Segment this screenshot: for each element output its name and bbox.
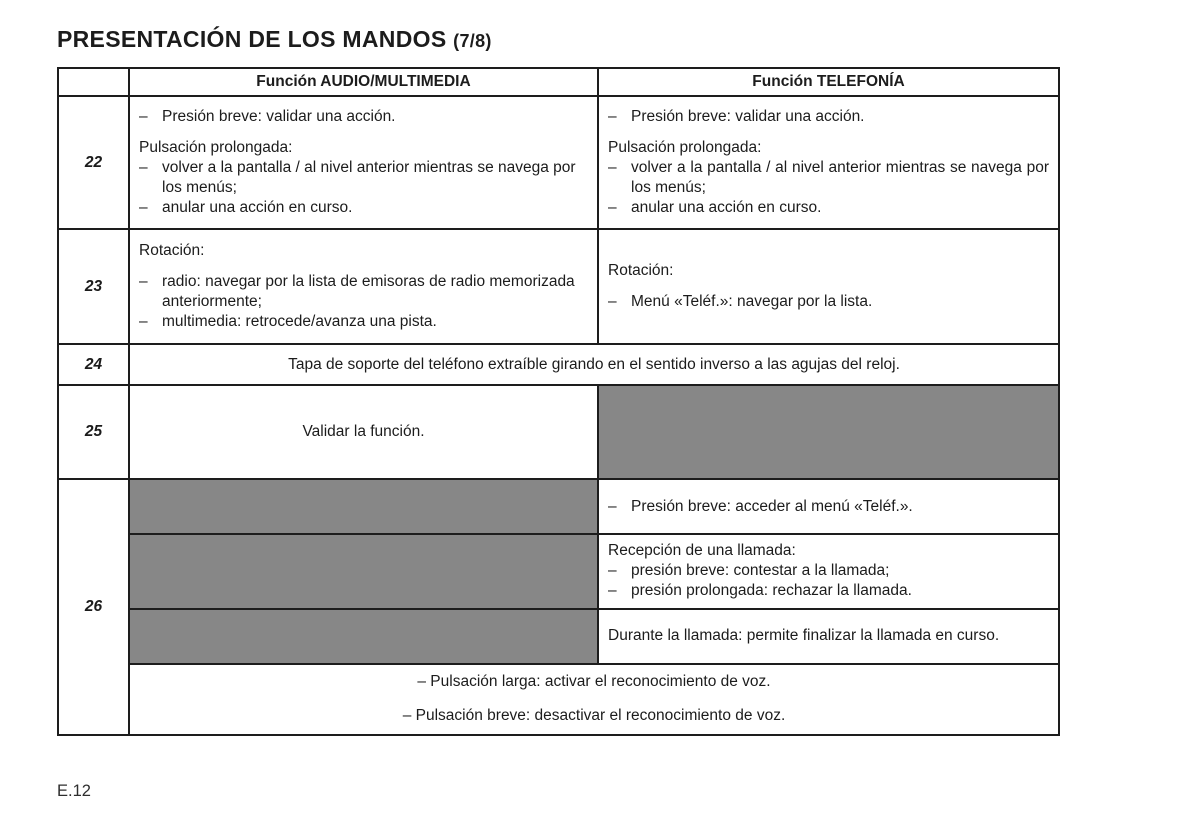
table-row-24 bbox=[58, 344, 1059, 385]
bullet-dash: – bbox=[608, 107, 617, 125]
bullet-text: multimedia: retrocede/avanza una pista. bbox=[162, 313, 437, 331]
bullet-dash: – bbox=[608, 582, 617, 600]
row-26-audio-cell-disabled-2 bbox=[129, 534, 598, 608]
text-block bbox=[139, 138, 588, 219]
row-25-phone-cell-disabled bbox=[598, 385, 1059, 479]
text-block bbox=[608, 497, 1049, 517]
table-row-22 bbox=[58, 96, 1059, 229]
text-block bbox=[139, 241, 588, 261]
table-row-25 bbox=[58, 385, 1059, 479]
row-24-number: 24 bbox=[58, 344, 129, 385]
bullet-dash: – bbox=[139, 159, 148, 177]
block-lead-text: Pulsación prolongada: bbox=[139, 138, 293, 156]
table-row-23 bbox=[58, 229, 1059, 344]
text-block bbox=[608, 541, 1049, 601]
header-cell-empty bbox=[58, 68, 129, 96]
bullet-item bbox=[608, 107, 1049, 127]
bullet-item bbox=[608, 581, 1049, 601]
bullet-dash: – bbox=[608, 497, 617, 515]
row-26-audio-cell-disabled-1 bbox=[129, 479, 598, 534]
row-26-number: 26 bbox=[58, 479, 129, 734]
centered-text-line: – Pulsación breve: desactivar el reconocimiento de voz. bbox=[402, 706, 786, 724]
bullet-item bbox=[139, 107, 588, 127]
text-block bbox=[608, 292, 1049, 312]
bullet-text: Presión breve: acceder al menú «Teléf.». bbox=[631, 497, 913, 515]
row-22-phone-cell bbox=[598, 96, 1059, 229]
header-cell-audio-multimedia: Función AUDIO/MULTIMEDIA bbox=[129, 68, 598, 96]
bullet-dash: – bbox=[139, 107, 148, 125]
table-row-26-sub3 bbox=[58, 609, 1059, 664]
bullet-text: Presión breve: validar una acción. bbox=[631, 107, 865, 125]
block-lead-text: Rotación: bbox=[608, 262, 674, 279]
block-lead-text: Durante la llamada: permite finalizar la llamada en curso. bbox=[608, 626, 1000, 644]
row-26-merged-voice-cell bbox=[129, 664, 1059, 735]
row-26-audio-cell-disabled-3 bbox=[129, 609, 598, 664]
row-22-audio-cell bbox=[129, 96, 598, 229]
row-23-number: 23 bbox=[58, 229, 129, 344]
text-block bbox=[139, 107, 588, 127]
bullet-dash: – bbox=[139, 273, 148, 290]
bullet-text: presión prolongada: rechazar la llamada. bbox=[631, 582, 912, 600]
bullet-item bbox=[608, 158, 1049, 198]
bullet-dash: – bbox=[608, 293, 617, 311]
bullet-item bbox=[608, 292, 1049, 312]
row-26-phone-cell-1 bbox=[598, 479, 1059, 534]
bullet-text: anular una acción en curso. bbox=[631, 199, 822, 217]
text-block bbox=[139, 272, 588, 332]
row-26-phone-cell-3 bbox=[598, 609, 1059, 664]
block-lead-text: Pulsación prolongada: bbox=[608, 138, 762, 156]
bullet-item bbox=[608, 497, 1049, 517]
text-block bbox=[608, 107, 1049, 127]
table-row-26-sub4 bbox=[58, 664, 1059, 735]
bullet-text: Menú «Teléf.»: navegar por la lista. bbox=[631, 293, 873, 311]
bullet-item bbox=[608, 561, 1049, 581]
header-cell-telefonia: Función TELEFONÍA bbox=[598, 68, 1059, 96]
text-block bbox=[608, 261, 1049, 281]
row-23-audio-cell bbox=[129, 229, 598, 344]
block-lead-text: Recepción de una llamada: bbox=[608, 542, 796, 560]
row-22-number: 22 bbox=[58, 96, 129, 229]
page-title-text: PRESENTACIÓN DE LOS MANDOS bbox=[57, 26, 447, 52]
bullet-dash: – bbox=[139, 199, 148, 217]
bullet-dash: – bbox=[608, 199, 617, 217]
bullet-text: presión breve: contestar a la llamada; bbox=[631, 562, 890, 580]
bullet-text: anular una acción en curso. bbox=[162, 199, 353, 217]
bullet-item bbox=[139, 198, 588, 218]
controls-function-table bbox=[57, 67, 1060, 736]
row-24-merged-cell: Tapa de soporte del teléfono extraíble girando en el sentido inverso a las agujas del reloj. bbox=[129, 344, 1059, 385]
block-lead-text: Rotación: bbox=[139, 241, 205, 259]
text-block bbox=[608, 138, 1049, 219]
page-title-part-indicator: (7/8) bbox=[453, 31, 492, 51]
bullet-dash: – bbox=[608, 159, 617, 177]
centered-text-line: – Pulsación larga: activar el reconocimiento de voz. bbox=[417, 673, 771, 691]
bullet-item bbox=[139, 312, 588, 332]
table-header-row bbox=[58, 68, 1059, 96]
table-row-26-sub1 bbox=[58, 479, 1059, 534]
bullet-dash: – bbox=[139, 313, 148, 331]
bullet-item bbox=[139, 158, 588, 198]
bullet-dash: – bbox=[608, 562, 617, 580]
page-title bbox=[57, 26, 492, 53]
row-23-phone-cell bbox=[598, 229, 1059, 344]
row-26-phone-cell-2 bbox=[598, 534, 1059, 608]
bullet-item bbox=[608, 198, 1049, 218]
bullet-text: radio: navegar por la lista de emisoras de radio memorizada anteriormente; bbox=[162, 273, 575, 311]
row-25-number: 25 bbox=[58, 385, 129, 479]
text-block bbox=[608, 626, 1049, 646]
bullet-text: Presión breve: validar una acción. bbox=[162, 107, 396, 125]
bullet-item bbox=[139, 272, 588, 312]
row-25-audio-cell: Validar la función. bbox=[129, 385, 598, 479]
table-row-26-sub2 bbox=[58, 534, 1059, 608]
bullet-text: volver a la pantalla / al nivel anterior mientras se navega por los menús; bbox=[162, 159, 576, 197]
page-number: E.12 bbox=[57, 782, 91, 800]
bullet-text: volver a la pantalla / al nivel anterior mientras se navega por los menús; bbox=[631, 159, 1049, 197]
